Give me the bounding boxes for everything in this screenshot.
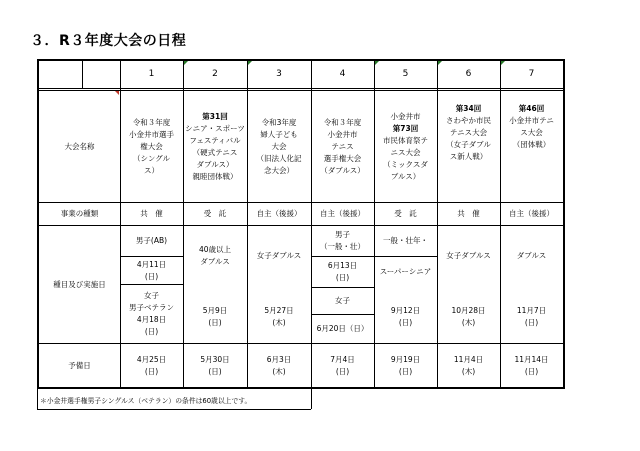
type-cell: 共 催 (457, 209, 480, 218)
tournament-name-5: 小金井市 第73回 市民体育祭テ ニス大会 （ミックスダ ブルス） (383, 111, 428, 181)
event-date-7: 11月7日 (日) (516, 305, 547, 327)
event-date-4a: 6月13日 (日) (327, 261, 358, 282)
reserve-day-2: 5月30日 (日) (200, 354, 230, 376)
footnote: ＊小金井選手権男子シングルス（ベテラン）の条件は60歳以上です。 (40, 397, 252, 405)
column-number: 5 (402, 69, 409, 80)
event-date-4b: 6月20日（日） (316, 324, 369, 333)
row-label-reserve: 予備日 (68, 360, 91, 370)
type-cell: 自主（後援） (256, 209, 302, 218)
column-number: 4 (339, 69, 346, 80)
reserve-day-7: 11月14日 (日) (514, 354, 549, 376)
reserve-day-3: 6月3日 (木) (266, 354, 292, 376)
tournament-name-1: 令和３年度 小金井市選手 権大会 （シングル ス） (129, 117, 174, 175)
tournament-name-4: 令和３年度 小金井市 テニス 選手権大会 （ダブルス） (320, 117, 365, 175)
tournament-name-6: 第34回 さわやか市民 テニス大会 （女子ダブル ス新人戦） (446, 104, 491, 161)
reserve-day-1: 4月25日 (日) (136, 354, 167, 376)
event-1b: 女子 男子ベテラン 4月18日 (日) (129, 291, 174, 336)
row-label-events: 種目及び実施日 (53, 279, 106, 289)
event-date-3: 5月27日 (木) (264, 305, 294, 327)
event-5b: スーパーシニア (379, 267, 432, 276)
type-cell: 受 託 (203, 209, 227, 218)
event-4b: 女子 (335, 296, 350, 305)
tournament-name-2: 第31回 シニア・スポーツ フェスティバル （硬式テニス ダブルス） 親睦団体戦） (185, 111, 245, 181)
column-number: 3 (276, 69, 282, 80)
event-date-1a: 4月11日 (日) (136, 259, 167, 281)
type-cell: 自主（後援） (509, 209, 554, 218)
tournament-name-3: 令和3年度 婦人子ども 大会 （旧法人化記 念大会） (256, 117, 302, 175)
type-cell: 受 託 (394, 209, 417, 218)
event-date-5: 9月12日 (日) (390, 305, 421, 327)
event-2: 40歳以上 ダブルス (198, 245, 232, 266)
reserve-day-6: 11月4日 (木) (453, 354, 484, 376)
event-7: ダブルス (516, 251, 547, 260)
type-cell: 自主（後援） (320, 209, 365, 218)
column-number: 7 (528, 69, 535, 80)
event-date-2: 5月9日 (日) (202, 305, 228, 327)
event-6: 女子ダブルス (446, 251, 491, 260)
column-number: 1 (148, 69, 155, 80)
type-cell: 共 催 (140, 209, 163, 218)
reserve-day-4: 7月4日 (日) (330, 354, 355, 376)
row-label-name: 大会名称 (64, 141, 95, 151)
event-3: 女子ダブルス (256, 251, 302, 260)
event-date-6: 10月28日 (木) (451, 305, 486, 327)
tournament-name-7: 第46回 小金井市テニ ス大会 （団体戦） (509, 104, 554, 149)
row-label-type: 事業の種類 (60, 209, 99, 218)
event-5a: 一般・壮年・ (383, 236, 428, 245)
event-4a: 男子 （一般・壮） (320, 230, 365, 251)
page-title: ３．R３年度大会の日程 (30, 33, 187, 49)
event-1a: 男子(AB) (135, 236, 168, 245)
column-number: 2 (212, 69, 218, 80)
reserve-day-5: 9月19日 (日) (390, 354, 421, 376)
column-number: 6 (465, 69, 472, 80)
